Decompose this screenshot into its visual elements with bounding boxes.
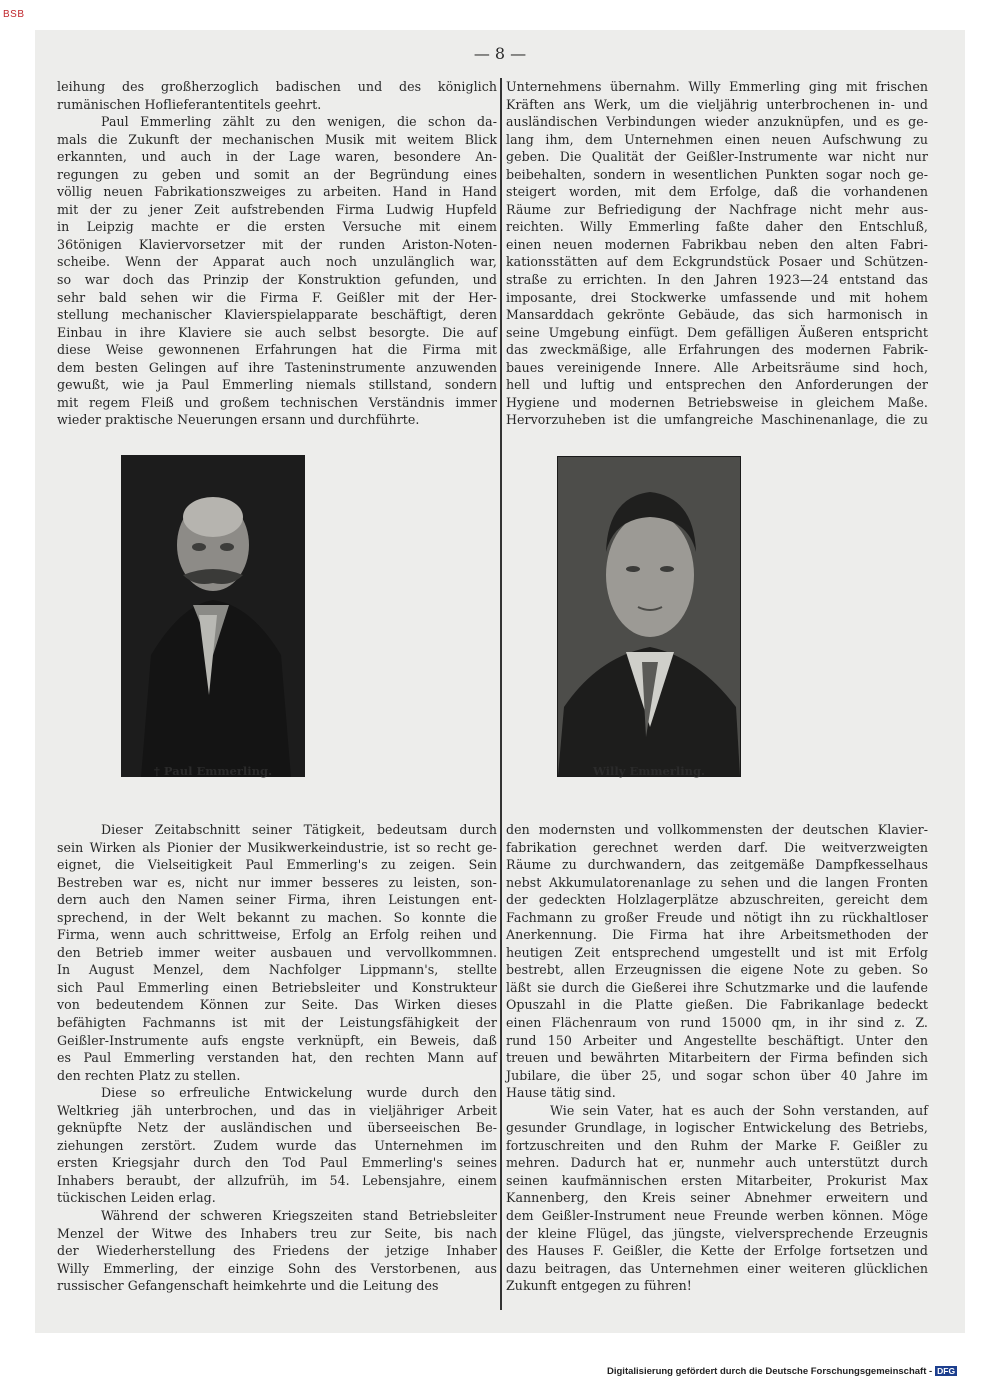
text-line: Zukunft entgegen zu führen! bbox=[506, 1278, 692, 1294]
funding-text: Digitalisierung gefördert durch die Deutsche Forschungsgemeinschaft - bbox=[607, 1366, 933, 1377]
text-line: Während der schweren Kriegszeiten stand Betriebsleiter bbox=[101, 1208, 497, 1224]
text-line: Dieser Zeitabschnitt seiner Tätigkeit, bedeutsam durch bbox=[101, 822, 497, 837]
text-line: Anerkennung. Die Firma hat ihre Arbeitsmethoden der bbox=[506, 927, 928, 943]
text-line: ziehungen zerstört. Zudem wurde das Unternehmen im bbox=[57, 1137, 497, 1153]
text-line: treuen und bewährten Mitarbeitern der Firma befinden sich bbox=[506, 1050, 928, 1066]
text-line: Wie sein Vater, hat es auch der Sohn verstanden, auf bbox=[550, 1102, 928, 1118]
text-line: Menzel der Witwe des Inhabers treu zur Seite, bis nach bbox=[57, 1225, 497, 1241]
text-line: den Betrieb immer weiter ausbauen und vervollkommnen. bbox=[57, 944, 497, 960]
text-line: in Leipzig machte er die ersten Versuche mit einem bbox=[57, 219, 497, 235]
text-line: ersten Kriegsjahr durch den Tod Paul Emmerling's seines bbox=[57, 1155, 497, 1171]
library-logo: BSB bbox=[3, 9, 25, 20]
text-line: gewußt, wie ja Paul Emmerling niemals stillstand, sondern bbox=[57, 377, 497, 393]
text-line: des Hauses F. Geißler, die Kette der Erfolge fortsetzen und bbox=[506, 1243, 928, 1259]
text-line: beibehalten, sondern in wesentlichen Punkten sogar noch ge- bbox=[506, 166, 928, 182]
text-line: Hygiene und modernen Betriebsweise in gleichem Maße. bbox=[506, 394, 928, 410]
text-line: den modernsten und vollkommensten der deutschen Klavier- bbox=[506, 822, 928, 837]
text-line: kationsstätten auf dem Eckgrundstück Posaer und Schützen- bbox=[506, 254, 928, 270]
photo-caption-paul: † Paul Emmerling. bbox=[153, 764, 273, 778]
text-line: Paul Emmerling zählt zu den wenigen, die schon da- bbox=[101, 114, 497, 130]
text-line: regungen zu geben und somit an der Begründung eines bbox=[57, 166, 497, 182]
column-right-top bbox=[506, 78, 928, 429]
text-line: rumänischen Hoflieferantentitels geehrt. bbox=[57, 96, 322, 112]
text-line: einen neuen modernen Fabrikbau neben den alten Fabri- bbox=[506, 236, 928, 252]
text-line: ausländischen Verbindungen wieder anzuknüpfen, und es ge- bbox=[506, 114, 928, 130]
text-line: mehren. Dadurch hat er, nunmehr auch unterstützt durch bbox=[506, 1155, 928, 1171]
text-line: geben. Die Qualität der Geißler-Instrumente war nicht nur bbox=[506, 149, 928, 165]
text-line: Fachmann zu großer Freude und nötigt ihn zu rückhaltloser bbox=[506, 909, 928, 925]
text-line: von bedeutendem Können zur Seite. Das Wirken dieses bbox=[57, 997, 497, 1013]
text-line: wieder praktische Neuerungen ersann und durchführte. bbox=[57, 412, 420, 428]
column-divider bbox=[500, 78, 502, 1310]
text-line: der Wiederherstellung des Friedens der jetzige Inhaber bbox=[57, 1243, 497, 1259]
text-line: Bestreben war es, nicht nur immer besseres zu leisten, son- bbox=[57, 874, 497, 890]
text-line: Mansarddach gekrönte Gebäude, das sich harmonisch in bbox=[506, 307, 928, 323]
text-line: hell und luftig und entsprechen den Anforderungen der bbox=[506, 377, 928, 393]
text-line: Räume zur Befriedigung der Nachfrage nicht mehr aus- bbox=[506, 201, 928, 217]
text-line: Hervorzuheben ist die umfangreiche Maschinenanlage, die zu bbox=[506, 412, 928, 428]
text-line: diese Weise gewonnenen Erfahrungen hat die Firma mit bbox=[57, 342, 497, 358]
photo-caption-willy: Willy Emmerling. bbox=[592, 764, 706, 778]
page-number: — 8 — bbox=[473, 44, 527, 63]
text-line: sprechend, in der Welt bekannt zu machen. So konnte die bbox=[57, 909, 497, 925]
text-line: Hause tätig sind. bbox=[506, 1085, 616, 1101]
text-line: heutigen Zeit entsprechend umgestellt und ist mit Erfolg bbox=[506, 944, 928, 960]
text-line: straße zu errichten. In den Jahren 1923—24 entstand das bbox=[506, 272, 928, 288]
text-line: dern auch den Namen seiner Firma, ihren Leistungen ent- bbox=[57, 892, 497, 908]
text-line: Firma, wenn auch schrittweise, Erfolg an Erfolg reihen und bbox=[57, 927, 497, 943]
text-line: bestrebt, allen Erzeugnissen die eigene Note zu geben. So bbox=[506, 962, 928, 978]
footer-funding-note bbox=[607, 1366, 957, 1377]
text-line: mit der zu jener Zeit aufstrebenden Firma Ludwig Hupfeld bbox=[57, 201, 497, 217]
text-line: mit regem Fleiß und großem technischen Verständnis immer bbox=[57, 394, 497, 410]
text-line: Diese so erfreuliche Entwickelung wurde durch den bbox=[101, 1085, 497, 1101]
text-line: 36tönigen Klaviervorsetzer mit der runden Ariston-Noten- bbox=[57, 236, 497, 252]
text-line: dem besten Gelingen auf ihre Tasteninstrumente anzuwenden bbox=[57, 359, 497, 375]
text-line: Weltkrieg jäh unterbrochen, und das in vieljähriger Arbeit bbox=[57, 1102, 497, 1118]
text-line: es Paul Emmerling verstanden hat, den rechten Mann auf bbox=[57, 1050, 497, 1066]
text-line: einen Flächenraum von rund 15000 qm, in ihr sind z. Z. bbox=[506, 1015, 928, 1031]
text-line: Unternehmens übernahm. Willy Emmerling ging mit frischen bbox=[506, 79, 928, 94]
text-line: lang ihm, dem Unternehmen einen neuen Aufschwung zu bbox=[506, 131, 928, 147]
text-line: rund 150 Arbeiter und Angestellte beschäftigt. Unter den bbox=[506, 1032, 928, 1048]
column-left-top bbox=[57, 78, 497, 429]
dfg-logo: DFG bbox=[937, 1366, 956, 1376]
text-line: dem Geißler-Instrument neue Freunde werben können. Möge bbox=[506, 1208, 928, 1224]
text-line: so war doch das Prinzip der Konstruktion gefunden, und bbox=[57, 272, 497, 288]
text-line: Einbau in ihre Klaviere sie auch selbst besorgte. Die auf bbox=[57, 324, 497, 340]
text-line: russischer Gefangenschaft heimkehrte und die Leitung des bbox=[57, 1278, 439, 1294]
column-left-bottom bbox=[57, 821, 497, 1295]
text-line: sehr bald sehen wir die Firma F. Geißler mit der Her- bbox=[57, 289, 497, 305]
text-line: tückischen Leiden erlag. bbox=[57, 1190, 216, 1206]
text-line: reichten. Willy Emmerling faßte daher den Entschluß, bbox=[506, 219, 928, 235]
text-line: fortzuschreiten und den Ruhm der Marke F. Geißler zu bbox=[506, 1137, 928, 1153]
column-right-bottom bbox=[506, 821, 928, 1295]
text-line: mals die Zukunft der mechanischen Musik mit weitem Blick bbox=[57, 131, 497, 147]
text-line: dazu beitragen, das Unternehmen einer weiteren glücklichen bbox=[506, 1260, 928, 1276]
text-line: sein Wirken als Pionier der Musikwerkeindustrie, ist so recht ge- bbox=[57, 839, 497, 855]
text-line: Kannenberg, den Kreis seiner Abnehmer erweitern und bbox=[506, 1190, 928, 1206]
text-line: Geißler-Instrumente aufs engste verknüpft, ein Beweis, daß bbox=[57, 1032, 497, 1048]
text-line: geknüpfte Netz der ausländischen und überseeischen Be- bbox=[57, 1120, 497, 1136]
text-line: der kleine Flügel, das jüngste, vielversprechende Erzeugnis bbox=[506, 1225, 928, 1241]
text-line: Inhabers beraubt, der allzufrüh, im 54. Lebensjahre, einem bbox=[57, 1172, 497, 1188]
portrait-photo-paul-emmerling bbox=[121, 455, 305, 777]
text-line: befähigten Fachmanns ist mit der Leistungsfähigkeit der bbox=[57, 1015, 497, 1031]
text-line: Kräften ans Werk, um die vieljährig unterbrochenen in- und bbox=[506, 96, 928, 112]
text-line: Räume zu durchwandern, das zeitgemäße Dampfkesselhaus bbox=[506, 857, 928, 873]
text-line: seine Umgebung einfügt. Dem gefälligen Äußeren entspricht bbox=[506, 324, 928, 340]
text-line: Jubilare, die über 25, und sogar schon über 40 Jahre im bbox=[506, 1067, 928, 1083]
text-line: imposante, drei Stockwerke umfassende und mit hohem bbox=[506, 289, 928, 305]
text-line: läßt sie durch die Gießerei ihre Schutzmarke und die laufende bbox=[506, 979, 928, 995]
text-line: der gedeckten Holzlagerplätze abzuschreiten, gereicht dem bbox=[506, 892, 928, 908]
portrait-illustration bbox=[558, 457, 740, 776]
text-line: sich Paul Emmerling einen Betriebsleiter und Konstrukteur bbox=[57, 979, 497, 995]
portrait-illustration bbox=[121, 455, 305, 777]
text-line: baues vereinigende Innere. Alle Arbeitsräume sind hoch, bbox=[506, 359, 928, 375]
text-line: leihung des großherzoglich badischen und des königlich bbox=[57, 79, 497, 94]
text-line: das zweckmäßige, alle Erfahrungen des modernen Fabrik- bbox=[506, 342, 928, 358]
text-line: gesunder Grundlage, in logischer Entwickelung des Betriebs, bbox=[506, 1120, 928, 1136]
text-line: erkannten, und auch in der Lage waren, besondere An- bbox=[57, 149, 497, 165]
text-line: eignet, die Vielseitigkeit Paul Emmerling's zu zeigen. Sein bbox=[57, 857, 497, 873]
text-line: den rechten Platz zu stellen. bbox=[57, 1067, 241, 1083]
text-line: nebst Akkumulatorenanlage zu sehen und die langen Fronten bbox=[506, 874, 928, 890]
text-line: steigert worden, mit dem Erfolge, daß die vorhandenen bbox=[506, 184, 928, 200]
text-line: stellung mechanischer Klavierspielapparate beschäftigt, deren bbox=[57, 307, 497, 323]
text-line: fabrikation gerechnet werden darf. Die weitverzweigten bbox=[506, 839, 928, 855]
text-line: In August Menzel, dem Nachfolger Lippmann's, stellte bbox=[57, 962, 497, 978]
text-line: seinen kaufmännischen ersten Mitarbeiter, Prokurist Max bbox=[506, 1172, 928, 1188]
portrait-photo-willy-emmerling bbox=[557, 456, 741, 777]
text-line: völlig neuen Fabrikationszweiges zu arbeiten. Hand in Hand bbox=[57, 184, 497, 200]
text-line: scheibe. Wenn der Apparat auch noch unzulänglich war, bbox=[57, 254, 497, 270]
text-line: Opuszahl in die Platte gießen. Die Fabrikanlage bedeckt bbox=[506, 997, 928, 1013]
text-line: Willy Emmerling, der einzige Sohn des Verstorbenen, aus bbox=[57, 1260, 497, 1276]
